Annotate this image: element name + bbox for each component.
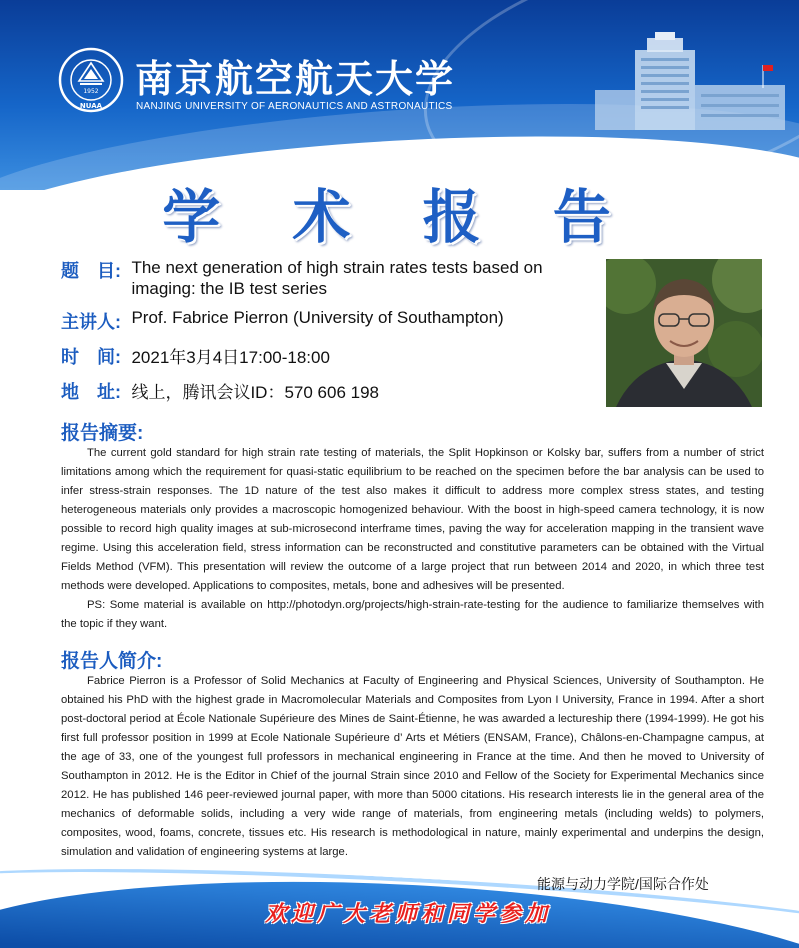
time-label: 时 间: [61, 347, 121, 367]
welcome-slogan: 欢迎广大老师和同学参加 [265, 901, 552, 927]
bio-paragraph: Fabrice Pierron is a Professor of Solid Mechanics at Faculty of Engineering and Physical Sciences, University of Southampton. He obtained his PhD with the highest grade in Macromolecular Materials and Composites from Lyon I University, France in 1994. After a short post-doctoral period at École Nationale Supérieure des Mines de Saint-Étienne, he was awarded a lectureship there (1994-1999). He got his first full professor position in 1999 at Ecole Nationale Supérieure d’ Arts et Métiers (ENSAM, France), Châlons-en-Champagne campus, at the age of 33, one of the youngest full professors in mechanical engineering in France at the time. And then he moved to University of Southampton in 2012. He is the Editor in Chief of the journal Strain since 2010 and Fellow of the Society for Experimental Mechanics since 2012. He has published 146 peer-reviewed journal paper, with more than 5000 citations. His research interests lie in the general area of the mechanics of deformable solids, including a very wide range of materials, from engineering metals (including welds) to polymers, composites, wood, foams, concrete, tissues etc. His research is methodological in nature, mainly experimental and underpins the design, simulation and validation of engineering systems at large. [61, 675, 764, 858]
campus-building-image [595, 30, 795, 130]
speaker-photo [606, 259, 762, 407]
bio-heading: 报告人简介: [61, 651, 163, 672]
university-name-en: NANJING UNIVERSITY OF AERONAUTICS AND ASTRONAUTICS [136, 101, 453, 112]
place-label: 地 址: [61, 382, 121, 402]
place-row [61, 378, 379, 404]
logo-year: 1952 [83, 88, 99, 95]
university-name-cn: 南京航空航天大学 [135, 56, 456, 101]
abstract-heading: 报告摘要: [61, 423, 144, 444]
topic-row [61, 257, 543, 299]
abstract-paragraph-1: The current gold standard for high strain rate testing of materials, the Split Hopkinson or Kolsky bar, suffers from a number of strict limitations among which the requirement for quasi-static equilibrium to be reached on the specimen before the bar analysis can be used to infer stress-strain responses. The 1D nature of the test also makes it difficult to address more complex stress states, and testing heterogeneous materials only provides a macroscopic homogenized behaviour. With the boost in high-speed camera technology, it is now possible to record high quality images at sub-microsecond interframe times, paving the way for acceleration mapping in the transient wave regime. Using this acceleration field, stress information can be reconstructed and constitutive parameters can be obtained with the Virtual Fields Method (VFM). This presentation will review the outcome of a large project that run between 2014 and 2020, in which three test methods were developed. Applications to composites, metals, bone and adhesives will be presented. [61, 447, 764, 592]
page-title: 学 术 报 告 [162, 183, 637, 251]
speaker-label: 主讲人: [61, 312, 121, 332]
time-value: 2021年3月4日17:00-18:00 [131, 348, 330, 367]
university-logo-icon [58, 47, 124, 113]
speaker-row [61, 308, 504, 334]
topic-line-2: imaging: the IB test series [131, 279, 328, 298]
time-row [61, 343, 330, 369]
speaker-value: Prof. Fabrice Pierron (University of Southampton) [131, 308, 504, 327]
logo-abbr: NUAA [79, 102, 103, 110]
place-value: 线上，腾讯会议ID：570 606 198 [131, 383, 379, 402]
abstract-paragraph-2: PS: Some material is available on http://photodyn.org/projects/high-strain-rate-testing for the audience to familiarize themselves with the topic if they want. [61, 599, 764, 630]
topic-value [131, 257, 542, 299]
topic-label: 题 目: [61, 261, 121, 281]
topic-line-1: The next generation of high strain rates tests based on [131, 258, 543, 277]
organizer-text: 能源与动力学院/国际合作处 [537, 876, 709, 892]
header-banner [0, 0, 799, 190]
